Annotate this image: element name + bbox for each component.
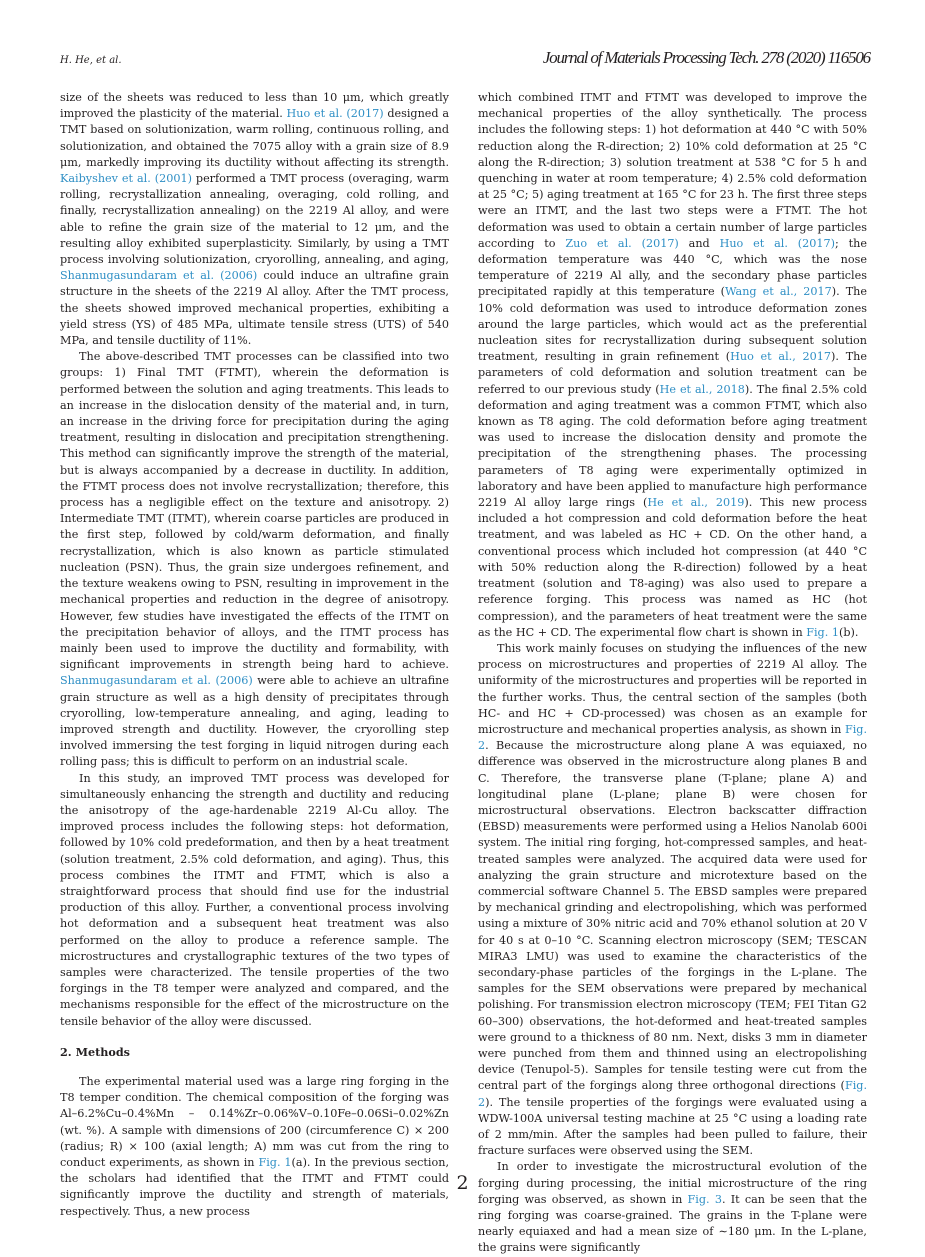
citation-link[interactable]: Zuo et al. (2017) bbox=[565, 236, 679, 250]
section-heading: 2. Methods bbox=[60, 1044, 130, 1059]
figure-link[interactable]: Fig. 2 bbox=[478, 1079, 867, 1109]
citation-link[interactable]: Wang et al., 2017 bbox=[725, 285, 832, 299]
left-column bbox=[60, 90, 449, 1220]
citation-link[interactable]: Huo et al. (2017) bbox=[286, 107, 384, 121]
citation-link[interactable]: Shanmugasundaram et al. (2006) bbox=[60, 674, 253, 688]
citation-link[interactable]: He et al., 2019 bbox=[647, 496, 745, 510]
citation-link[interactable]: Huo et al. (2017) bbox=[719, 236, 835, 250]
figure-link[interactable]: Fig. 1 bbox=[806, 625, 839, 639]
citation-link[interactable]: Huo et al., 2017 bbox=[730, 350, 832, 364]
citation-link[interactable]: He et al., 2018 bbox=[659, 382, 745, 396]
paragraph: This work mainly focuses on studying the influences of the new process on microstructures and properties of 2219 Al alloy. The uniformity of the microstructures and properties will be reported in the further works. Thus, the central section of the samples (both HC- and HC + CD-processed) was chosen as an example for microstructure and mechanical properties analysis, as shown in Fig. 2. Because the microstructure along plane A was equiaxed, no difference was observed in the microstructure along planes B and C. Therefore, the transverse plane (T-plane; plane A) and longitudinal plane (L-plane; plane B) were chosen for microstructural observations. Electron backscatter diffraction (EBSD) measurements were performed using a Helios Nanolab 600i system. The initial ring forging, hot-compressed samples, and heat-treated samples were analyzed. The acquired data were used for analyzing the grain structure and microtexture based on the commercial software Channel 5. The EBSD samples were prepared by mechanical grinding and electropolishing, which was performed using a mixture of 30% nitric acid and 70% ethanol solution at 20 V for 40 s at 0–10 °C. Scanning electron microscopy (SEM; TESCAN MIRA3 LMU) was used to examine the characteristics of the secondary-phase particles of the forgings in the L-plane. The samples for the SEM observations were prepared by mechanical polishing. For transmission electron microscopy (TEM; FEI Titan G2 60–300) observations, the hot-deformed and heat-treated samples were ground to a thickness of 80 nm. Next, disks 3 mm in diameter were punched from them and thinned using an electropolishing device (Tenupol-5). Samples for tensile testing were cut from the central part of the forgings along three orthogonal directions (Fig. 2). The tensile properties of the forgings were evaluated using a WDW-100A universal testing machine at 25 °C using a loading rate of 2 mm/min. After the samples had been pulled to failure, their fracture surfaces were observed using the SEM. bbox=[478, 641, 868, 1158]
paragraph: In this study, an improved TMT process was developed for simultaneously enhancing the strength and ductility and reducing the anisotropy of the age-hardenable 2219 Al-Cu alloy. The improved process includes the following steps: hot deformation, followed by 10% cold predeformation, and then by a heat treatment (solution treatment, 2.5% cold deformation, and aging). Thus, this process combines the ITMT and FTMT, which is also a straightforward process that should find use for the industrial production of this alloy. Further, a conventional process involving hot deformation and a subsequent heat treatment was also performed on the alloy to produce a reference sample. The microstructures and crystallographic textures of the two types of samples were characterized. The tensile properties of the two forgings in the T8 temper were analyzed and compared, and the mechanisms responsible for the effect of the microstructure on the tensile behavior of the alloy were discussed. bbox=[60, 771, 449, 1028]
page-number: 2 bbox=[456, 1172, 469, 1194]
paragraph: The experimental material used was a large ring forging in the T8 temper condition. The chemical composition of the forging was Al–6.2%Cu–0.4%Mn – 0.14%Zr–0.06%V–0.10Fe–0.06Si–0.02%Zn (wt. %). A sample with dimensions of 200 (circumference C) × 200 (radius; R) × 100 (axial length; A) mm was cut from the ring to conduct experiments, as shown in Fig. 1(a). In the previous section, the scholars had identified that the ITMT and FTMT could significantly improve the ductility and strength of materials, respectively. Thus, a new process bbox=[60, 1074, 449, 1218]
citation-link[interactable]: Shanmugasundaram et al. (2006) bbox=[60, 269, 258, 283]
running-header-authors: H. He, et al. bbox=[60, 55, 122, 66]
citation-link[interactable]: Kaibyshev et al. (2001) bbox=[60, 172, 192, 186]
paragraph: size of the sheets was reduced to less than 10 μm, which greatly improved the plasticity of the material. Huo et al. (2017) designed a TMT based on solutionization, warm rolling, continuous rolling, and solutionization, and obtained the 7075 alloy with a grain size of 8.9 μm, markedly improving its ductility without affecting its strength. Kaibyshev et al. (2001) performed a TMT process (overaging, warm rolling, recrystallization annealing, overaging, cold rolling, and finally, recrystallization annealing) on the 2219 Al alloy, and were able to refine the grain size of the material to 12 μm, and the resulting alloy exhibited superplasticity. Similarly, by using a TMT process involving solutionization, cryorolling, annealing, and aging, Shanmugasundaram et al. (2006) could induce an ultrafine grain structure in the sheets of the 2219 Al alloy. After the TMT process, the sheets showed improved mechanical properties, exhibiting a yield stress (YS) of 485 MPa, ultimate tensile stress (UTS) of 540 MPa, and tensile ductility of 11%. bbox=[60, 91, 449, 348]
right-column bbox=[478, 90, 867, 1257]
figure-link[interactable]: Fig. 2 bbox=[478, 722, 868, 753]
paragraph: The above-described TMT processes can be classified into two groups: 1) Final TMT (FTMT), wherein the deformation is performed between the solution and aging treatments. This leads to an increase in the dislocation density of the material and, in turn, an increase in the driving force for precipitation during the aging treatment, resulting in dislocation and precipitation strengthening. This method can significantly improve the strength of the material, but is always accompanied by a decrease in ductility. In addition, the FTMT process does not involve recrystallization; therefore, this process has a negligible effect on the texture and anisotropy. 2) Intermediate TMT (ITMT), wherein coarse particles are produced in the first step, followed by cold/warm deformation, and finally recrystallization, which is also known as particle stimulated nucleation (PSN). Thus, the grain size undergoes refinement, and the texture weakens owing to PSN, resulting in improvement in the mechanical properties and reduction in the degree of anisotropy. However, few studies have investigated the effects of the ITMT on the precipitation behavior of alloys, and the ITMT process has mainly been used to improve the ductility and formability, with significant improvements in strength being hard to achieve. Shanmugasundaram et al. (2006) were able to achieve an ultrafine grain structure as well as a high density of precipitates through cryorolling, low-temperature annealing, and aging, leading to improved strength and ductility. However, the cryorolling step involved immersing the test forging in liquid nitrogen during each rolling pass; this is difficult to perform on an industrial scale. bbox=[60, 350, 449, 769]
figure-link[interactable]: Fig. 1 bbox=[258, 1156, 292, 1169]
paragraph: In order to investigate the microstructural evolution of the forging during processing, the initial microstructure of the ring forging was observed, as shown in Fig. 3. It can be seen that the ring forging was coarse-grained. The grains in the T-plane were nearly equiaxed and had a mean size of ∼180 μm. In the L-plane, the grains were significantly bbox=[478, 1160, 868, 1255]
figure-link[interactable]: Fig. 3 bbox=[687, 1192, 722, 1206]
paragraph: which combined ITMT and FTMT was developed to improve the mechanical properties of the alloy synthetically. The process includes the following steps: 1) hot deformation at 440 °C with 50% reduction along the R-direction; 2) 10% cold deformation at 25 °C along the R-direction; 3) solution treatment at 538 °C for 5 h and quenching in water at room temperature; 4) 2.5% cold deformation at 25 °C; 5) aging treatment at 165 °C for 23 h. The first three steps were an ITMT, and the last two steps were a FTMT. The hot deformation was used to obtain a certain number of large particles according to Zuo et al. (2017) and Huo et al. (2017); the deformation temperature was 440 °C, which was the nose temperature of 2219 Al ally, and the secondary phase particles precipitated rapidly at this temperature (Wang et al., 2017). The 10% cold deformation was used to introduce deformation zones around the large particles, which would act as the preferential nucleation sites for recrystallization during subsequent solution treatment, resulting in grain refinement (Huo et al., 2017). The parameters of cold deformation and solution treatment can be referred to our previous study (He et al., 2018). The final 2.5% cold deformation and aging treatment was a common FTMT, which also known as T8 aging. The cold deformation before aging treatment was used to increase the dislocation density and promote the precipitation of the strengthening phases. The processing parameters of T8 aging were experimentally optimized in laboratory and have been applied to manufacture high performance 2219 Al alloy large rings (He et al., 2019). This new process included a hot compression and cold deformation before the heat treatment, and was labeled as HC + CD. On the other hand, a conventional process which included hot compression (at 440 °C with 50% reduction along the R-direction) followed by a heat treatment (solution and T8-aging) was also used to prepare a reference forging. This process was named as HC (hot compression), and the parameters of heat treatment were the same as the HC + CD. The experimental flow chart is shown in Fig. 1(b). bbox=[478, 91, 868, 639]
running-header-journal: Journal of Materials Processing Tech. 278 (2020) 116506 bbox=[542, 48, 870, 67]
